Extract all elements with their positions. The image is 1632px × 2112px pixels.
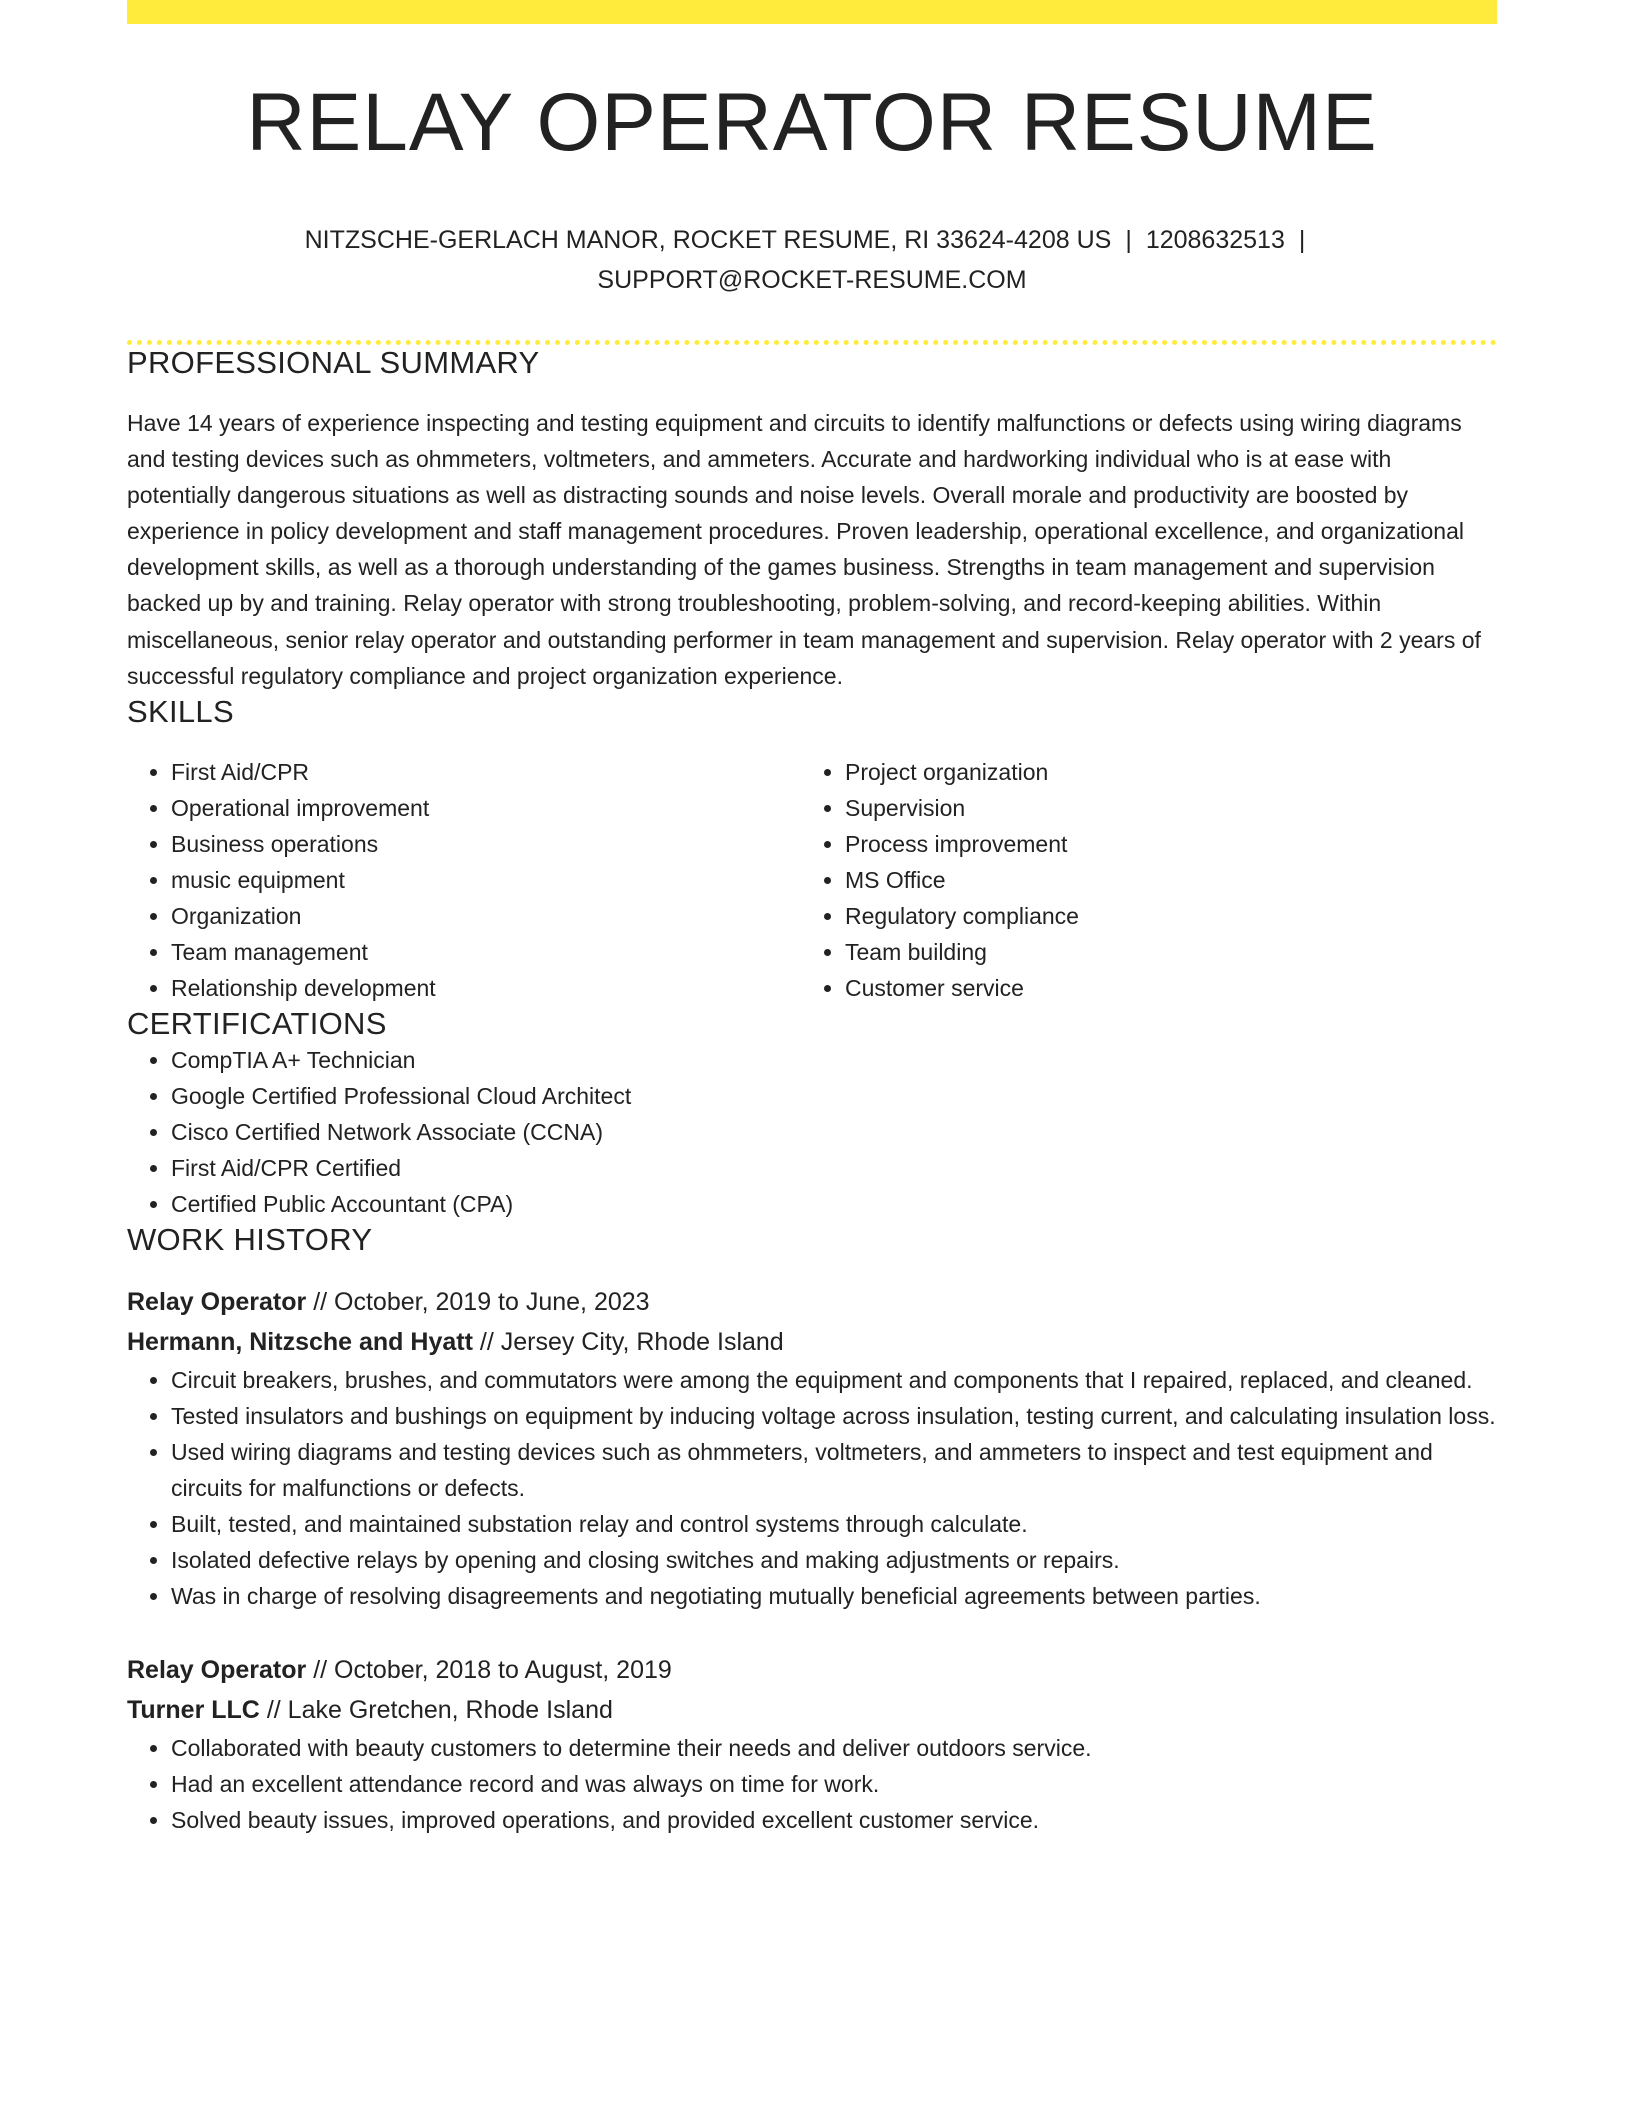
- job-title-line: [127, 1282, 1497, 1322]
- section-heading-certifications: CERTIFICATIONS: [127, 1005, 387, 1041]
- job-bullet: • Had an excellent attendance record and was always on time for work.: [171, 1766, 1497, 1802]
- section-heading-summary: PROFESSIONAL SUMMARY: [127, 345, 540, 380]
- certification-item: • Certified Public Accountant (CPA): [171, 1186, 1497, 1222]
- skill-item: • Supervision: [845, 790, 1475, 826]
- job-title: Relay Operator: [127, 1287, 307, 1316]
- job-location: // Lake Gretchen, Rhode Island: [266, 1695, 613, 1724]
- certification-item: • Google Certified Professional Cloud Architect: [171, 1078, 1497, 1114]
- certification-item: • CompTIA A+ Technician: [171, 1042, 1497, 1078]
- job-entry: [127, 1650, 1497, 1838]
- section-heading-skills: SKILLS: [127, 693, 234, 729]
- skill-item: • Operational improvement: [171, 790, 801, 826]
- contact-info: [127, 220, 1497, 300]
- skill-item: • Team building: [845, 934, 1475, 970]
- job-bullet: • Isolated defective relays by opening and closing switches and making adjustments or repairs.: [171, 1542, 1497, 1578]
- skills-column-right: [801, 754, 1475, 1006]
- contact-phone: 1208632513: [1145, 226, 1285, 254]
- skill-item: • Team management: [171, 934, 801, 970]
- job-company: Hermann, Nitzsche and Hyatt: [127, 1327, 473, 1356]
- skill-item: • Regulatory compliance: [845, 898, 1475, 934]
- job-title-line: [127, 1650, 1497, 1690]
- certification-item: • First Aid/CPR Certified: [171, 1150, 1497, 1186]
- job-bullet: • Circuit breakers, brushes, and commutators were among the equipment and components that I repaired, replaced, and cleaned.: [171, 1362, 1497, 1398]
- job-bullets: [127, 1362, 1497, 1614]
- contact-email[interactable]: SUPPORT@ROCKET-RESUME.COM: [597, 266, 1027, 294]
- skill-item: • Relationship development: [171, 970, 801, 1006]
- job-location: // Jersey City, Rhode Island: [479, 1327, 784, 1356]
- summary-paragraph: Have 14 years of experience inspecting and testing equipment and circuits to identify malfunctions or defects using wiring diagrams and testing devices such as ohmmeters, voltmeters, and ammeters. Accurate and hardworking individual who is at ease with potentially dangerous situations as well as distracting sounds and noise levels. Overall morale and productivity are boosted by experience in policy development and staff management procedures. Proven leadership, operational excellence, and organizational development skills, as well as a thorough understanding of the games business. Strengths in team management and supervision backed up by and training. Relay operator with strong troubleshooting, problem-solving, and record-keeping abilities. Within miscellaneous, senior relay operator and outstanding performer in team management and supervision. Relay operator with 2 years of successful regulatory compliance and project organization experience.: [127, 410, 1481, 689]
- job-bullet: • Collaborated with beauty customers to determine their needs and deliver outdoors service.: [171, 1730, 1497, 1766]
- page-title: RELAY OPERATOR RESUME: [246, 77, 1378, 168]
- skill-item: • MS Office: [845, 862, 1475, 898]
- skill-item: • Organization: [171, 898, 801, 934]
- job-bullet: • Built, tested, and maintained substation relay and control systems through calculate.: [171, 1506, 1497, 1542]
- skills-column-left: [127, 754, 801, 1006]
- job-bullets: [127, 1730, 1497, 1838]
- contact-separator: |: [1298, 226, 1306, 254]
- skill-item: • Project organization: [845, 754, 1475, 790]
- skill-item: • Business operations: [171, 826, 801, 862]
- certifications-list: [127, 1042, 1497, 1222]
- skill-item: • First Aid/CPR: [171, 754, 801, 790]
- job-company-line: [127, 1322, 1497, 1362]
- section-heading-work-history: WORK HISTORY: [127, 1221, 373, 1257]
- job-dates: // October, 2018 to August, 2019: [313, 1655, 672, 1684]
- job-bullet: • Was in charge of resolving disagreements and negotiating mutually beneficial agreements between parties.: [171, 1578, 1497, 1614]
- skills-list-left: [127, 754, 801, 1006]
- job-company: Turner LLC: [127, 1695, 260, 1724]
- job-title: Relay Operator: [127, 1655, 307, 1684]
- job-company-line: [127, 1690, 1497, 1730]
- contact-address: NITZSCHE-GERLACH MANOR, ROCKET RESUME, RI 33624-4208 US: [304, 226, 1112, 254]
- job-bullet: • Used wiring diagrams and testing devices such as ohmmeters, voltmeters, and ammeters to inspect and test equipment and circuits for malfunctions or defects.: [171, 1434, 1497, 1506]
- resume-page: [127, 0, 1497, 1838]
- job-bullet: • Solved beauty issues, improved operations, and provided excellent customer service.: [171, 1802, 1497, 1838]
- contact-line-2: [127, 260, 1497, 300]
- job-bullet: • Tested insulators and bushings on equipment by inducing voltage across insulation, testing current, and calculating insulation loss.: [171, 1398, 1497, 1434]
- skill-item: • Process improvement: [845, 826, 1475, 862]
- skills-list-right: [801, 754, 1475, 1006]
- job-dates: // October, 2019 to June, 2023: [313, 1287, 650, 1316]
- skill-item: • Customer service: [845, 970, 1475, 1006]
- skill-item: • music equipment: [171, 862, 801, 898]
- contact-separator: |: [1125, 226, 1132, 254]
- contact-line-1: [127, 220, 1497, 260]
- certification-item: • Cisco Certified Network Associate (CCNA): [171, 1114, 1497, 1150]
- accent-top-bar: [127, 0, 1497, 24]
- skills-columns: [127, 754, 1497, 1006]
- job-entry: [127, 1282, 1497, 1614]
